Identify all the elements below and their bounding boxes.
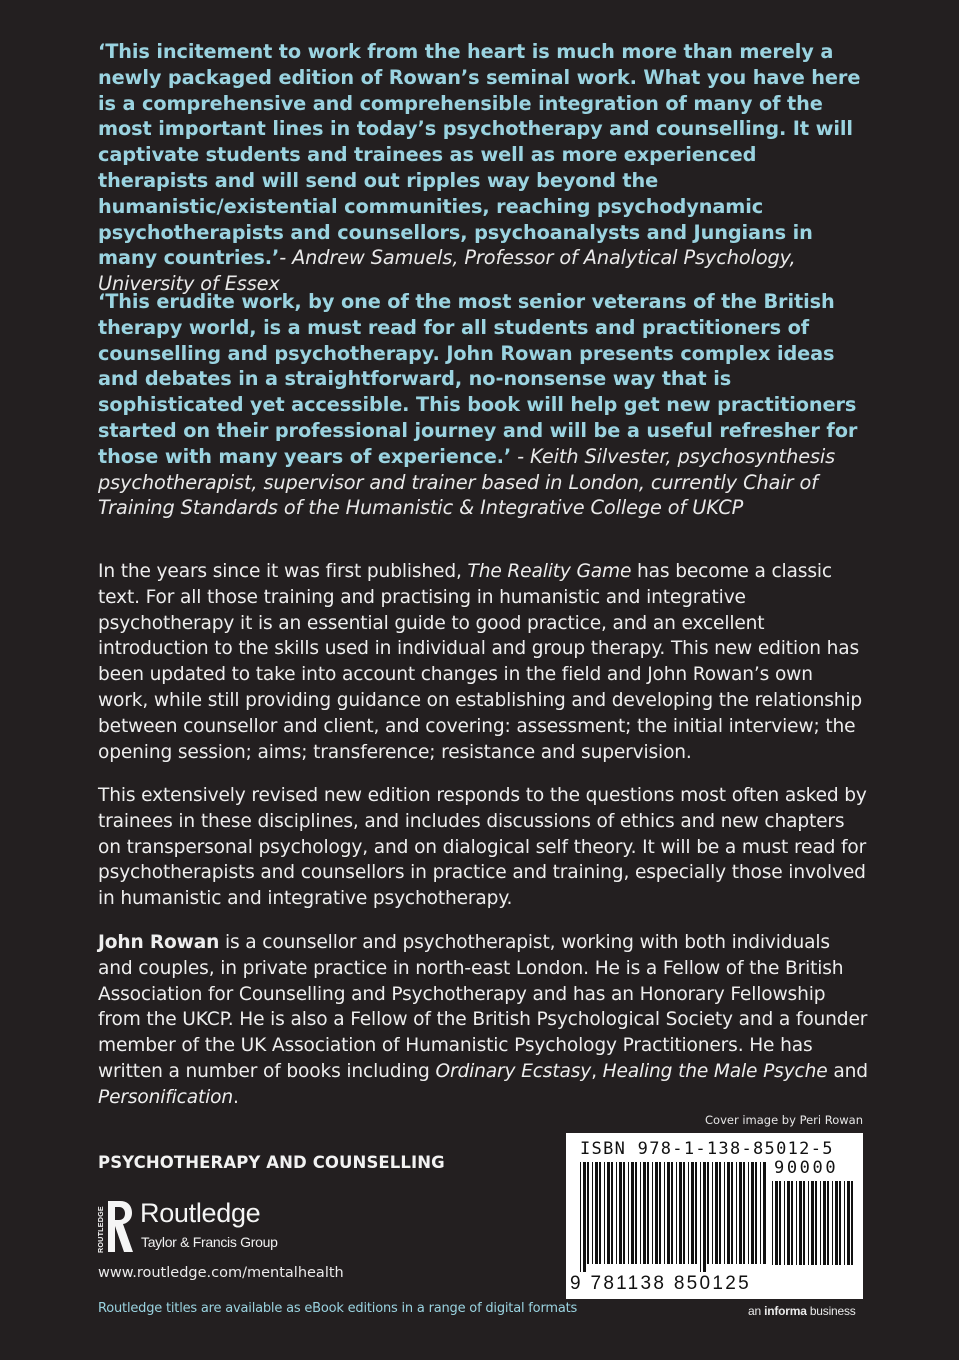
barcode-stripe [739,1162,742,1264]
barcode-stripe [772,1181,773,1265]
barcode-stripe [827,1181,829,1265]
barcode-stripe [731,1162,733,1264]
barcode-stripe [703,1162,706,1272]
ebook-availability-note: Routledge titles are available as eBook editions in a range of digital formats [98,1301,578,1316]
barcode-stripe [707,1162,709,1264]
book-title: Ordinary Ecstasy [435,1060,592,1082]
barcode-stripe [820,1181,821,1265]
quote-text: ‘This incitement to work from the heart is much more than merely a newly packaged edition of Rowan’s seminal work. What you have here is a comprehensive and comprehensible integration of many of the most important lines in today’s psychotherapy and counselling. It will captivate students and trainees as well as more experienced therapists and will send out ripples way beyond the humanistic/existential communities, reaching psychodynamic psychotherapists and counsellors, psychoanalysts and Jungians in many countries.’ [98,40,861,270]
barcode-stripe [736,1162,737,1264]
separator: and [827,1060,868,1082]
barcode-stripe [832,1181,833,1265]
barcode-stripe [599,1162,601,1264]
barcode-stripe [847,1181,850,1265]
isbn-barcode [566,1133,863,1299]
cover-image-credit: Cover image by Peri Rowan [705,1113,863,1127]
routledge-mark-icon [96,1197,134,1255]
barcode-stripe [619,1162,622,1264]
tag-brand: informa [764,1304,807,1318]
barcode-stripe [635,1162,637,1264]
barcode-stripe [583,1162,586,1272]
barcode-stripe [751,1162,754,1264]
quote-attribution: - Keith Silvester, psychosynthesis psychotherapist, supervisor and trainer based in London, currently Chair of Training Standards of the Humanistic & Integrative College of UKCP [98,444,836,520]
barcode-stripe [587,1162,589,1264]
barcode-stripe [835,1181,838,1265]
publisher-website: www.routledge.com/mentalhealth [98,1265,344,1281]
tag-prefix: an [748,1304,765,1318]
barcode-stripe [688,1162,689,1264]
barcode-stripe [607,1162,610,1264]
barcode-stripe [631,1162,634,1264]
barcode-stripe [616,1162,617,1264]
barcode-stripe [799,1181,802,1265]
bio-text: is a counsellor and psychotherapist, working with both individuals and couples, in private practice in north-east London. He is a Fellow of the British Association for Counselling and Psychotherapy and has an Honorary Fellowship from the UKCP. He is also a Fellow of the British Psychological Society and a founder member of the UK Association of Humanistic Psychology Practitioners. He has written a number of books including [98,932,868,1082]
barcode-stripe [851,1181,853,1265]
barcode-stripe [815,1181,817,1265]
barcode-stripe [647,1162,649,1264]
barcode-stripe [592,1162,593,1264]
barcode-stripe [683,1162,685,1264]
barcode-stripe [779,1181,781,1265]
barcode-stripe [839,1181,841,1265]
barcode-stripe [743,1162,745,1264]
barcode-stripe [760,1162,761,1264]
barcode-stripe [676,1162,677,1264]
book-title: Healing the Male Psyche [602,1060,828,1082]
description-text: has become a classic text. For all those training and practising in humanistic and integrative psychotherapy it is an essential guide to good practice, and an excellent introduction to the skills used in individual and group therapy. This new edition has been updated to take into account changes in the field and John Rowan’s own work, while still providing guidance on establishing and developing the relationship between counsellor and client, and covering: assessment; the initial interview; the opening session; aims; transference; resistance and supervision. [98,561,863,763]
barcode-stripe [715,1162,718,1264]
logo-subtitle: Taylor & Francis Group [141,1234,278,1250]
logo-name: Routledge [140,1198,261,1228]
quote-text: ‘This erudite work, by one of the most senior veterans of the British therapy world, is a must read for all students and practitioners of counselling and psychotherapy. John Rowan presents complex ideas and debates in a straightforward, no-nonsense way that is sophisticated yet accessible. This book will help get new practitioners started on their professional journey and will be a useful refresher for those with many years of experience.’ [98,290,858,468]
barcode-stripe [611,1162,613,1264]
barcode-stripe [791,1181,793,1265]
barcode-stripe [775,1181,778,1265]
barcode-stripe [719,1162,721,1264]
barcode-stripe [823,1181,826,1265]
endorsement-quote-1 [98,39,868,297]
barcode-stripe [787,1181,790,1265]
barcode-stripe [628,1162,629,1264]
barcode-stripe [811,1181,814,1265]
book-title: Personification [98,1086,234,1108]
barcode-stripe [724,1162,725,1264]
barcode-stripe [655,1162,658,1264]
author-name: John Rowan [98,932,220,953]
separator: , [591,1060,603,1082]
book-title: The Reality Game [467,561,632,582]
barcode-stripe [695,1162,697,1264]
description-text: In the years since it was first published, [98,561,468,582]
barcode-stripe [712,1162,713,1264]
barcode-stripe [808,1181,809,1265]
isbn-label: ISBN 978-1-138-85012-5 [580,1139,834,1159]
barcode-stripe [796,1181,797,1265]
barcode-stripe [667,1162,670,1264]
separator: . [233,1086,239,1108]
price-code: 90000 [774,1158,839,1178]
informa-business-tag [748,1304,856,1318]
barcode-stripe [700,1162,701,1272]
barcode-stripe [604,1162,605,1264]
description-text: This extensively revised new edition responds to the questions most often asked by trainees in these disciplines, and includes discussions of ethics and new chapters on transpersonal psychology, and on dialogical self theory. It will be a must read for psychotherapists and counsellors in practice and training, especially those involved in humanistic and integrative psychotherapy. [98,785,867,910]
barcode-stripe [679,1162,682,1264]
description-paragraph-2 [98,783,868,912]
barcode-stripe [659,1162,661,1264]
barcode-stripe [595,1162,598,1264]
barcode-stripe [691,1162,694,1264]
barcode-stripe [664,1162,665,1264]
routledge-logo [96,1197,296,1257]
barcode-stripe [748,1162,749,1264]
tag-suffix: business [806,1304,856,1318]
addon-bars [772,1181,854,1283]
barcode-stripe [803,1181,805,1265]
logo-vertical-text: ROUTLEDGE [96,1206,105,1253]
quote-attribution: - Andrew Samuels, Professor of Analytical Psychology, University of Essex [98,246,796,296]
author-bio [98,930,868,1111]
series-label: PSYCHOTHERAPY AND COUNSELLING [98,1153,445,1172]
barcode-stripe [755,1162,757,1264]
barcode-stripe [580,1162,581,1272]
description-paragraph-1 [98,559,868,765]
barcode-stripe [643,1162,646,1264]
barcode-stripe [623,1162,625,1264]
ean13-bars [580,1162,768,1272]
barcode-stripe [652,1162,653,1264]
barcode-stripe [727,1162,730,1264]
barcode-stripe [671,1162,673,1264]
barcode-stripe [640,1162,641,1264]
barcode-stripe [784,1181,785,1265]
barcode-stripe [844,1181,845,1265]
barcode-stripe [763,1162,766,1264]
barcode-digits: 9 781138 850125 [570,1273,752,1294]
endorsement-quote-2 [98,289,868,521]
